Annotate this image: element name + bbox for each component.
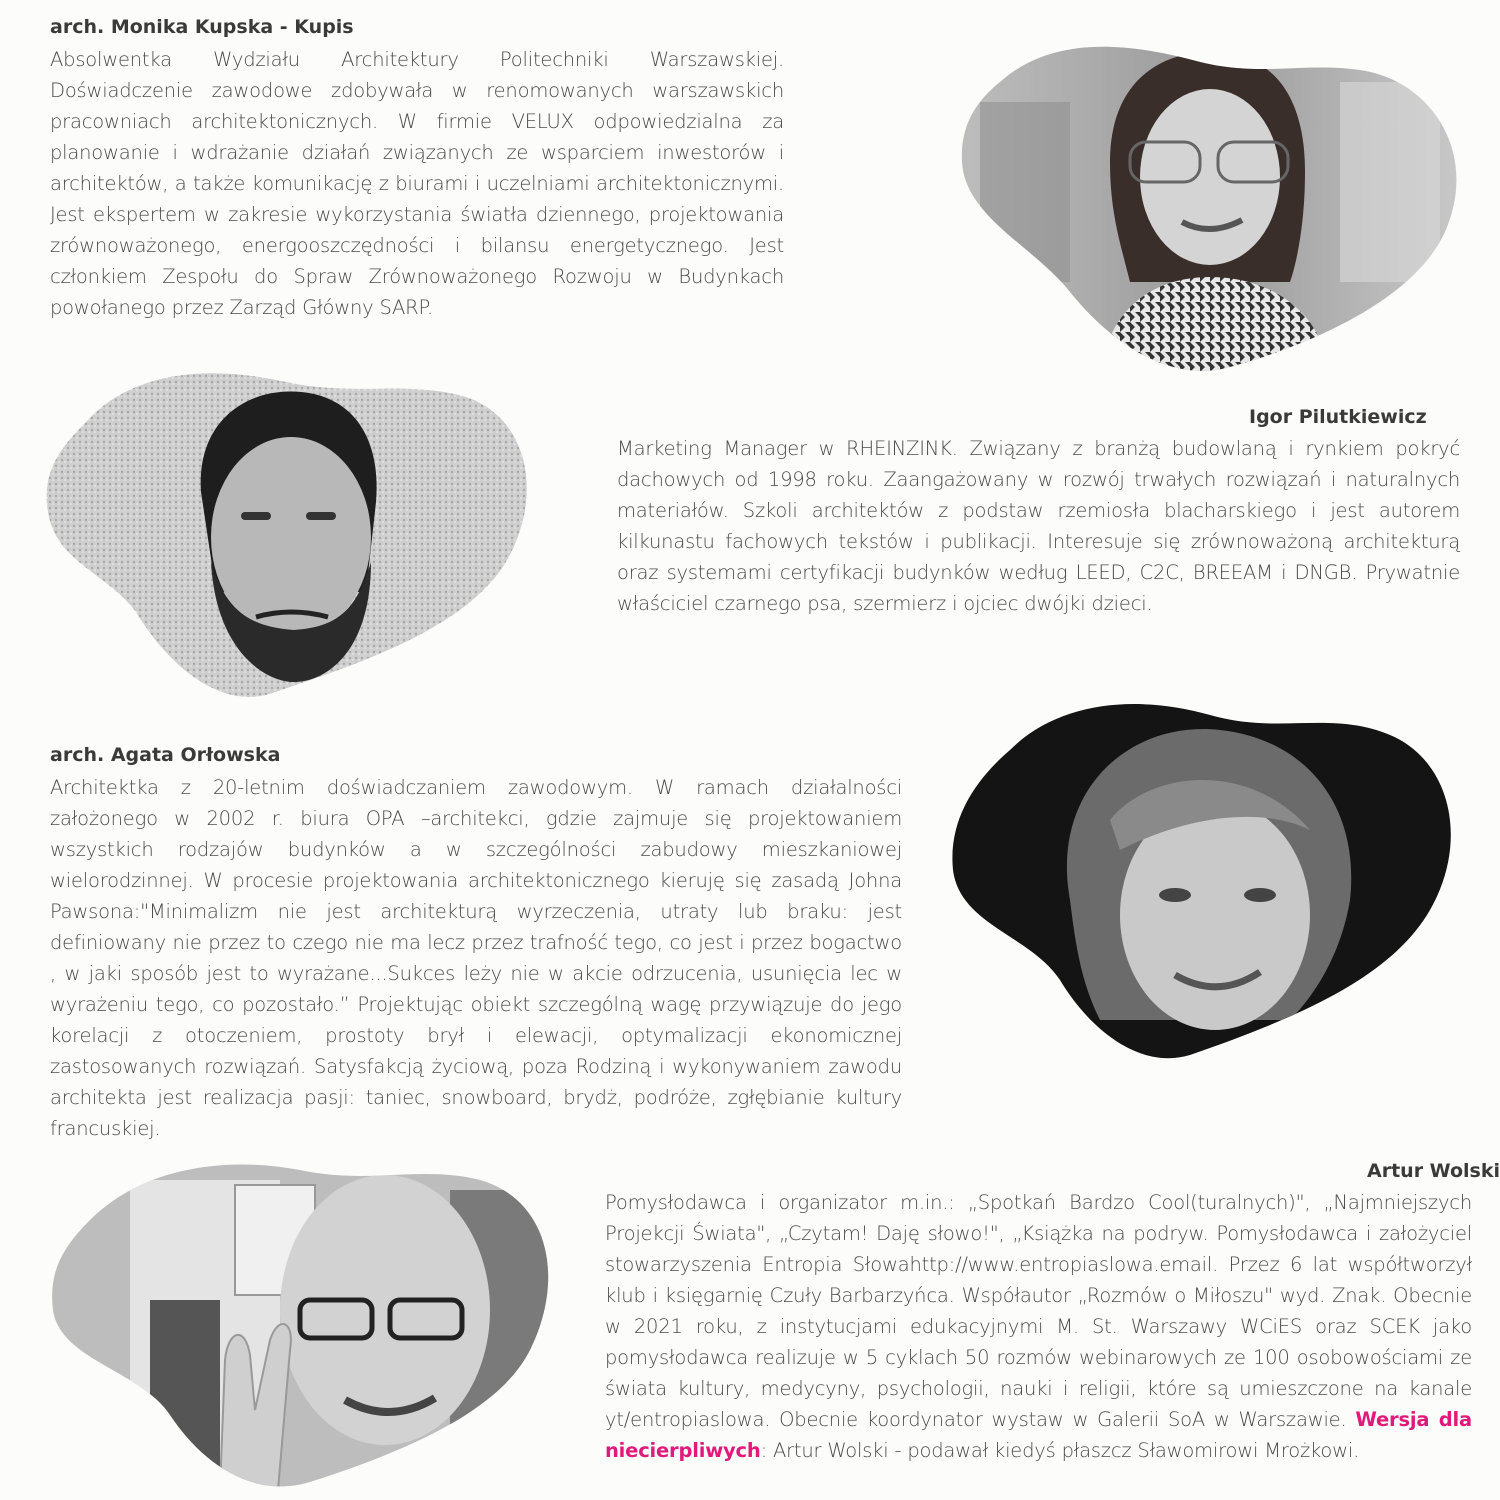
person-bio: Architektka z 20-letnim doświadczaniem zawodowym. W ramach działalności założonego w 2002 r. biura OPA –architekci, gdzie zajmuje się projektowaniem wszystkich rodzajów budynków a w szczególności zabudowy mieszkaniowej wielorodzinnej. W procesie projektowania architektonicznego kieruję się zasadą Johna Pawsona:"Minimalizm nie jest architekturą wyrzeczenia, utraty lub braku: jest definiowany nie przez to czego nie ma lecz przez trafność tego, co jest i przez bogactwo , w jaki sposób jest to wyrażane...Sukces leży nie w akcie odrzucenia, usunięcia lec w wyrażeniu tego, co pozostało.” Projektując obiekt szczególną wagę przywiązuje do jego korelacji z otoczeniem, prostoty brył i elewacji, optymalizacji ekonomicznej zastosowanych rozwiązań. Satysfakcją życiową, poza Rodziną i wykonywaniem zawodu architekta jest realizacja pasji: taniec, snowboard, brydż, podróże, zgłębianie kultury francuskiej. <box>50 776 902 1140</box>
impatient-version-highlight: Wersja dla niecierpliwych <box>605 1408 1473 1462</box>
person-name: Igor Pilutkiewicz <box>1249 406 1427 428</box>
person-name: arch. Monika Kupska - Kupis <box>50 16 354 38</box>
photo-igor-pilutkiewicz <box>36 362 534 700</box>
person-bio: Marketing Manager w RHEINZINK. Związany z branżą budowlaną i rynkiem pokryć dachowych od 1998 roku. Zaangażowany w rozwój trwałych rozwiązań i naturalnych materiałów. Szkoli architektów z podstaw rzemiosła blacharskiego i jest autorem kilkunastu fachowych tekstów i publikacji. Interesuje się zrównoważoną architekturą oraz systemami certyfikacji budynków według LEED, C2C, BREEAM i DNGB. Prywatnie właściciel czarnego psa, szermierz i ojciec dwójki dzieci. <box>617 437 1460 615</box>
portrait-photo-woman-glasses-icon <box>960 42 1462 374</box>
portrait-photo-woman-short-hair-icon <box>950 700 1460 1060</box>
portrait-photo-bald-man-glasses-icon <box>50 1160 558 1490</box>
photo-artur-wolski <box>50 1160 558 1490</box>
bio-text-part: Pomysłodawca i organizator m.in.: „Spotkań Bardzo Cool(turalnych)", „Najmniejszych Projekcji Świata", „Czytam! Daję słowo!", „Książka na podryw. Pomysłodawca i założyciel stowarzyszenia Entropia Słowahttp://www.entropiaslowa.email. Przez 6 lat współtworzył klub i księgarnię Czuły Barbarzyńca. Współautor „Rozmów o Miłoszu" wyd. Znak. Obecnie w 2021 roku, z instytucjami edukacyjnymi M. St. Warszawy WCiES oraz SCEK jako pomysłodawca realizuje w 5 cyklach 50 rozmów webinarowych ze 100 osobowościami ze świata kultury, medycyny, psychologii, nauki i religii, które są umieszczone na kanale yt/entropiaslowa. Obecnie koordynator wystaw w Galerii SoA w Warszawie. <box>605 1191 1472 1431</box>
person-name: arch. Agata Orłowska <box>50 744 281 766</box>
bio-igor-pilutkiewicz <box>617 404 1460 619</box>
bio-text-part: : Artur Wolski - podawał kiedyś płaszcz Sławomirowi Mrożkowi. <box>760 1439 1360 1462</box>
photo-agata-orlowska <box>950 700 1460 1060</box>
person-bio <box>605 1187 1472 1466</box>
portrait-photo-bearded-man-icon <box>36 362 534 700</box>
bio-artur-wolski <box>605 1158 1500 1466</box>
photo-monika-kupska <box>960 42 1462 374</box>
bio-agata-orlowska <box>50 742 902 1144</box>
bio-monika-kupska <box>50 14 784 323</box>
person-bio: Absolwentka Wydziału Architektury Politechniki Warszawskiej. Doświadczenie zawodowe zdobywała w renomowanych warszawskich pracowniach architektonicznych. W firmie VELUX odpowiedzialna za planowanie i wdrażanie działań związanych ze wsparciem inwestorów i architektów, a także komunikację z biurami i uczelniami architektonicznymi. Jest ekspertem w zakresie wykorzystania światła dziennego, projektowania zrównoważonego, energooszczędności i bilansu energetycznego. Jest członkiem Zespołu do Spraw Zrównoważonego Rozwoju w Budynkach powołanego przez Zarząd Główny SARP. <box>50 48 784 319</box>
person-name: Artur Wolski <box>1367 1160 1500 1182</box>
